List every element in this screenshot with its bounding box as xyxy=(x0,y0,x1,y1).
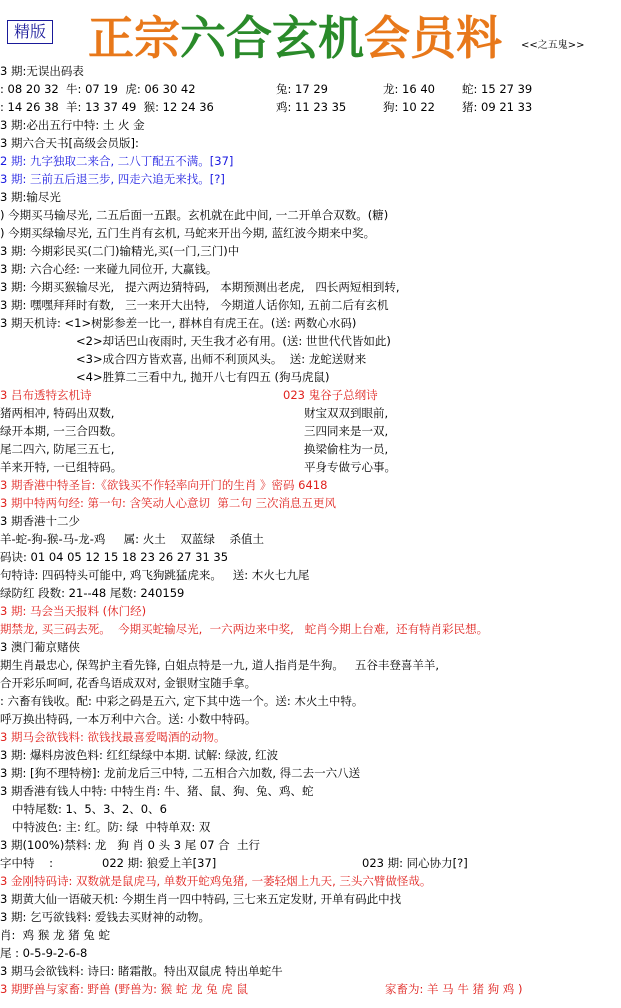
row-text: : 六畜有钱收。配: 中彩之码是五六, 定下其中选一个。送: 木火土中特。 xyxy=(0,694,364,708)
content-row xyxy=(0,278,621,296)
row-text: 合开彩乐呵呵, 花香鸟语成双对, 金银财宝随手拿。 xyxy=(0,676,257,690)
content-row xyxy=(0,332,621,350)
content-row xyxy=(0,872,621,890)
row-text: 羊-蛇-狗-猴-马-龙-鸡 属: 火土 双蓝绿 杀值土 xyxy=(0,532,264,546)
row-text: 3 期马会欲钱料: 诗曰: 睹霜散。特出双鼠虎 特出单蛇牛 xyxy=(0,964,283,978)
row-text: 3 金刚特码诗: 双数就是鼠虎马, 单数开蛇鸡兔猪, 一萎轻烟上九天, 三头六臂做怪哉。 xyxy=(0,874,432,888)
content-row xyxy=(0,494,621,512)
row-text: 3 期天机诗: <1>树影参差一比一, 群林自有虎王在。(送: 两数心水码) xyxy=(0,316,357,330)
row-text: 羊来开特, 一已组特码。 xyxy=(0,460,123,474)
page-title xyxy=(88,2,502,68)
title-part: 六合 xyxy=(180,11,272,65)
row-text: <4>胜算二三看中九, 抛开八七有四五 (狗马虎鼠) xyxy=(76,370,330,384)
content-row xyxy=(0,854,621,872)
row-text: 期生肖最忠心, 保驾护主看先锋, 白姐点特是一九, 道人指肖是牛狗。 五谷丰登喜羊羊, xyxy=(0,658,440,672)
content-row xyxy=(0,134,621,152)
row-text: 换梁偷柱为一员, xyxy=(304,442,389,456)
content-row xyxy=(0,692,621,710)
row-text: 023 鬼谷子总纲诗 xyxy=(283,388,378,402)
content-row xyxy=(0,224,621,242)
content-row xyxy=(0,890,621,908)
content-row xyxy=(0,800,621,818)
page-subtitle: <<之五鬼>> xyxy=(521,40,585,51)
content-row xyxy=(0,620,621,638)
content-row xyxy=(0,350,621,368)
row-text: 3 期: 爆料房波色料: 红红绿绿中本期. 试解: 绿波, 红波 xyxy=(0,748,279,762)
row-text: 肖: 鸡 猴 龙 猪 兔 蛇 xyxy=(0,928,110,942)
row-text: 绿开本期, 一三合四数。 xyxy=(0,424,123,438)
content-row xyxy=(0,926,621,944)
content-row xyxy=(0,584,621,602)
content-row xyxy=(0,116,621,134)
content-row xyxy=(0,404,621,422)
row-text: 3 期: 今期买猴输尽光, 提六两边猜特码, 本期预测出老虎, 四长两短相到转, xyxy=(0,280,400,294)
content-row xyxy=(0,746,621,764)
row-text: 龙: 16 40 xyxy=(383,82,435,96)
content-row xyxy=(0,980,621,998)
content-row xyxy=(0,422,621,440)
row-text: 码诀: 01 04 05 12 15 18 23 26 27 31 35 xyxy=(0,550,229,564)
content-row xyxy=(0,62,621,80)
content-row xyxy=(0,476,621,494)
content-row xyxy=(0,728,621,746)
row-text: 蛇: 15 27 39 xyxy=(462,82,533,96)
content-row xyxy=(0,260,621,278)
row-text: 3 期(100%)禁料: 龙 狗 肖 0 头 3 尾 07 合 土行 xyxy=(0,838,260,852)
row-text: 022 期: 狼爱上羊[37] xyxy=(102,856,217,870)
row-text: 2 期: 九字独取二来合, 二八丁配五不满。[37] xyxy=(0,154,234,168)
row-text: 3 期六合天书[高级会员版]: xyxy=(0,136,139,150)
content-row xyxy=(0,458,621,476)
title-part: 正宗 xyxy=(88,11,180,65)
row-text: 3 期: [狗不理特榜]: 龙前龙后三中特, 二五相合六加数, 得二去一六八送 xyxy=(0,766,361,780)
content-row xyxy=(0,782,621,800)
content-row xyxy=(0,548,621,566)
row-text: <3>成合四方皆欢喜, 出师不利顶风头。 送: 龙蛇送财来 xyxy=(76,352,367,366)
row-text: 3 吕布透特玄机诗 xyxy=(0,388,92,402)
content-row xyxy=(0,368,621,386)
row-text: 呼万换出特码, 一本万利中六合。送: 小数中特码。 xyxy=(0,712,257,726)
row-text: 3 期黄大仙一语破天机: 今期生肖一四中特码, 三七来五定发财, 开单有码此中找 xyxy=(0,892,402,906)
content-row xyxy=(0,602,621,620)
content-row xyxy=(0,98,621,116)
edition-badge: 精版 xyxy=(7,20,53,44)
title-part: 会员料 xyxy=(364,11,502,65)
content-row xyxy=(0,440,621,458)
content-row xyxy=(0,638,621,656)
content-row xyxy=(0,962,621,980)
content-row xyxy=(0,512,621,530)
row-text: 期禁龙, 买三码去死。 今期买蛇输尽光, 一六两边来中奖, 蛇肖今期上台难, 还有特肖彩民想。 xyxy=(0,622,489,636)
row-text: 字中特 : xyxy=(0,856,53,870)
row-text: 3 期香港有钱人中特: 中特生肖: 牛、猪、鼠、狗、兔、鸡、蛇 xyxy=(0,784,314,798)
row-text: 3 期: 今期彩民买(二门)输精光,买(一门,三门)中 xyxy=(0,244,240,258)
row-text: 3 期: 马会当天报料 (休门经) xyxy=(0,604,147,618)
row-text: 兔: 17 29 xyxy=(276,82,328,96)
row-text: 3 期:必出五行中特: 土 火 金 xyxy=(0,118,145,132)
row-text: 鸡: 11 23 35 xyxy=(276,100,347,114)
row-text: 三四同来是一双, xyxy=(304,424,389,438)
content-list xyxy=(0,62,621,998)
row-text: : 08 20 32 牛: 07 19 虎: 06 30 42 xyxy=(0,82,196,96)
row-text: 3 澳门葡京赌侠 xyxy=(0,640,80,654)
row-text: : 14 26 38 羊: 13 37 49 猴: 12 24 36 xyxy=(0,100,214,114)
content-row xyxy=(0,674,621,692)
row-text: 财宝双双到眼前, xyxy=(304,406,389,420)
content-row xyxy=(0,656,621,674)
content-row xyxy=(0,764,621,782)
row-text: 尾 : 0-5-9-2-6-8 xyxy=(0,946,88,960)
row-text: 绿防红 段数: 21--48 尾数: 240159 xyxy=(0,586,185,600)
row-text: 3 期:无误出码表 xyxy=(0,64,84,78)
row-text: 3 期马会欲钱料: 欲钱找最喜爱喝酒的动物。 xyxy=(0,730,226,744)
content-row xyxy=(0,566,621,584)
content-row xyxy=(0,170,621,188)
row-text: 家畜为: 羊 马 牛 猪 狗 鸡 ) xyxy=(385,982,523,996)
row-text: 中特波色: 主: 红。防: 绿 中特单双: 双 xyxy=(12,820,211,834)
row-text: 猪: 09 21 33 xyxy=(462,100,533,114)
content-row xyxy=(0,242,621,260)
row-text: 狗: 10 22 xyxy=(383,100,435,114)
row-text: 3 期: 六合心经: 一来碰九同位开, 大赢钱。 xyxy=(0,262,218,276)
content-row xyxy=(0,206,621,224)
row-text: <2>却话巴山夜雨时, 天生我才必有用。(送: 世世代代皆如此) xyxy=(76,334,391,348)
content-row xyxy=(0,80,621,98)
content-row xyxy=(0,530,621,548)
title-part: 玄机 xyxy=(272,11,364,65)
row-text: 3 期中特两句经: 第一句: 含笑动人心意切 第二句 三次消息五更风 xyxy=(0,496,336,510)
row-text: 3 期: 三前五后退三步, 四走六追无来找。[?] xyxy=(0,172,225,186)
row-text: ) 今期买马输尽光, 二五后面一五跟。玄机就在此中间, 一二开单合双数。(糖) xyxy=(0,208,389,222)
content-row xyxy=(0,908,621,926)
row-text: ) 今期买绿输尽光, 五门生肖有玄机, 马蛇来开出今期, 蓝红波今期来中奖。 xyxy=(0,226,376,240)
row-text: 3 期:输尽光 xyxy=(0,190,61,204)
content-row xyxy=(0,152,621,170)
row-text: 023 期: 同心协力[?] xyxy=(362,856,468,870)
content-row xyxy=(0,386,621,404)
row-text: 猪两相冲, 特码出双数, xyxy=(0,406,115,420)
content-row xyxy=(0,836,621,854)
content-row xyxy=(0,296,621,314)
row-text: 3 期: 乞丐欲钱料: 爱钱去买财神的动物。 xyxy=(0,910,211,924)
content-row xyxy=(0,314,621,332)
page-header xyxy=(0,0,621,65)
row-text: 3 期野兽与家畜: 野兽 (野兽为: 猴 蛇 龙 兔 虎 鼠 xyxy=(0,982,248,996)
row-text: 3 期: 嘿嘿拜拜时有数, 三一来开大出特, 今期道人话你知, 五前二后有玄机 xyxy=(0,298,389,312)
row-text: 3 期香港十二少 xyxy=(0,514,80,528)
content-row xyxy=(0,818,621,836)
row-text: 句特诗: 四码特头可能中, 鸡飞狗跳猛虎来。 送: 木火七九尾 xyxy=(0,568,310,582)
content-row xyxy=(0,944,621,962)
content-row xyxy=(0,710,621,728)
row-text: 平身专做亏心事。 xyxy=(304,460,396,474)
content-row xyxy=(0,188,621,206)
row-text: 中特尾数: 1、5、3、2、0、6 xyxy=(12,802,167,816)
row-text: 尾二四六, 防尾三五七, xyxy=(0,442,115,456)
row-text: 3 期香港中特圣旨:《欲钱买不作轻率向开门的生肖 》密码 6418 xyxy=(0,478,328,492)
